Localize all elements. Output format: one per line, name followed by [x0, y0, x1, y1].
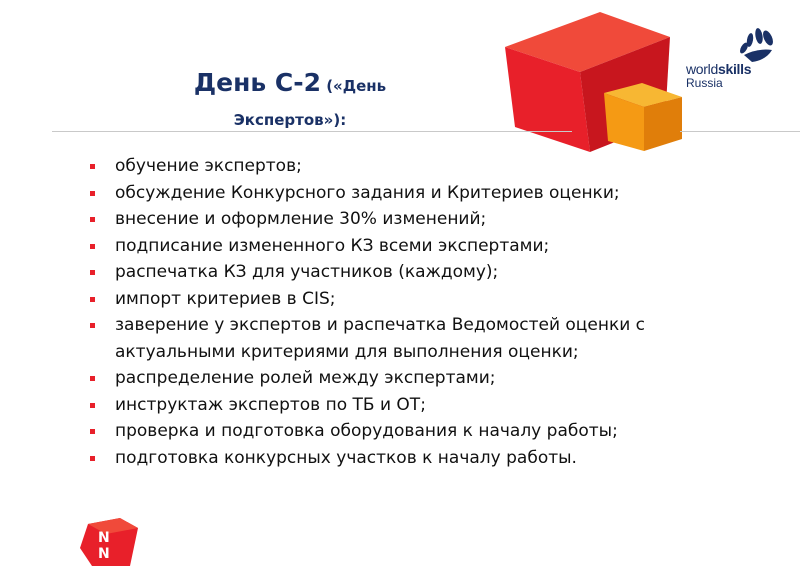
list-item: распечатка КЗ для участников (каждому); — [90, 259, 770, 286]
logo-world: world — [686, 61, 718, 77]
orange-cube-decoration — [604, 83, 682, 151]
logo-wordmark — [686, 62, 751, 89]
list-item: инструктаж экспертов по ТБ и ОТ; — [90, 392, 770, 419]
logo-russia: Russia — [686, 76, 723, 90]
list-item: проверка и подготовка оборудования к началу работы; — [90, 418, 770, 445]
task-list — [90, 153, 770, 471]
title-main: День С-2 — [193, 68, 321, 97]
list-item: подписание измененного КЗ всеми экспертами; — [90, 233, 770, 260]
page-badge-label: N N — [98, 530, 110, 562]
list-item: внесение и оформление 30% изменений; — [90, 206, 770, 233]
list-item: обсуждение Конкурсного задания и Критериев оценки; — [90, 180, 770, 207]
header-divider-right — [680, 131, 800, 132]
logo-skills: skills — [717, 61, 752, 77]
list-item: подготовка конкурсных участков к началу работы. — [90, 445, 770, 472]
slide-title — [150, 66, 430, 137]
list-item: заверение у экспертов и распечатка Ведомостей оценки с актуальными критериями для выполнения оценки; — [90, 312, 770, 365]
title-parenthetical: («День Экспертов»): — [233, 77, 387, 129]
list-item: распределение ролей между экспертами; — [90, 365, 770, 392]
list-item: импорт критериев в CIS; — [90, 286, 770, 313]
list-item: обучение экспертов; — [90, 153, 770, 180]
